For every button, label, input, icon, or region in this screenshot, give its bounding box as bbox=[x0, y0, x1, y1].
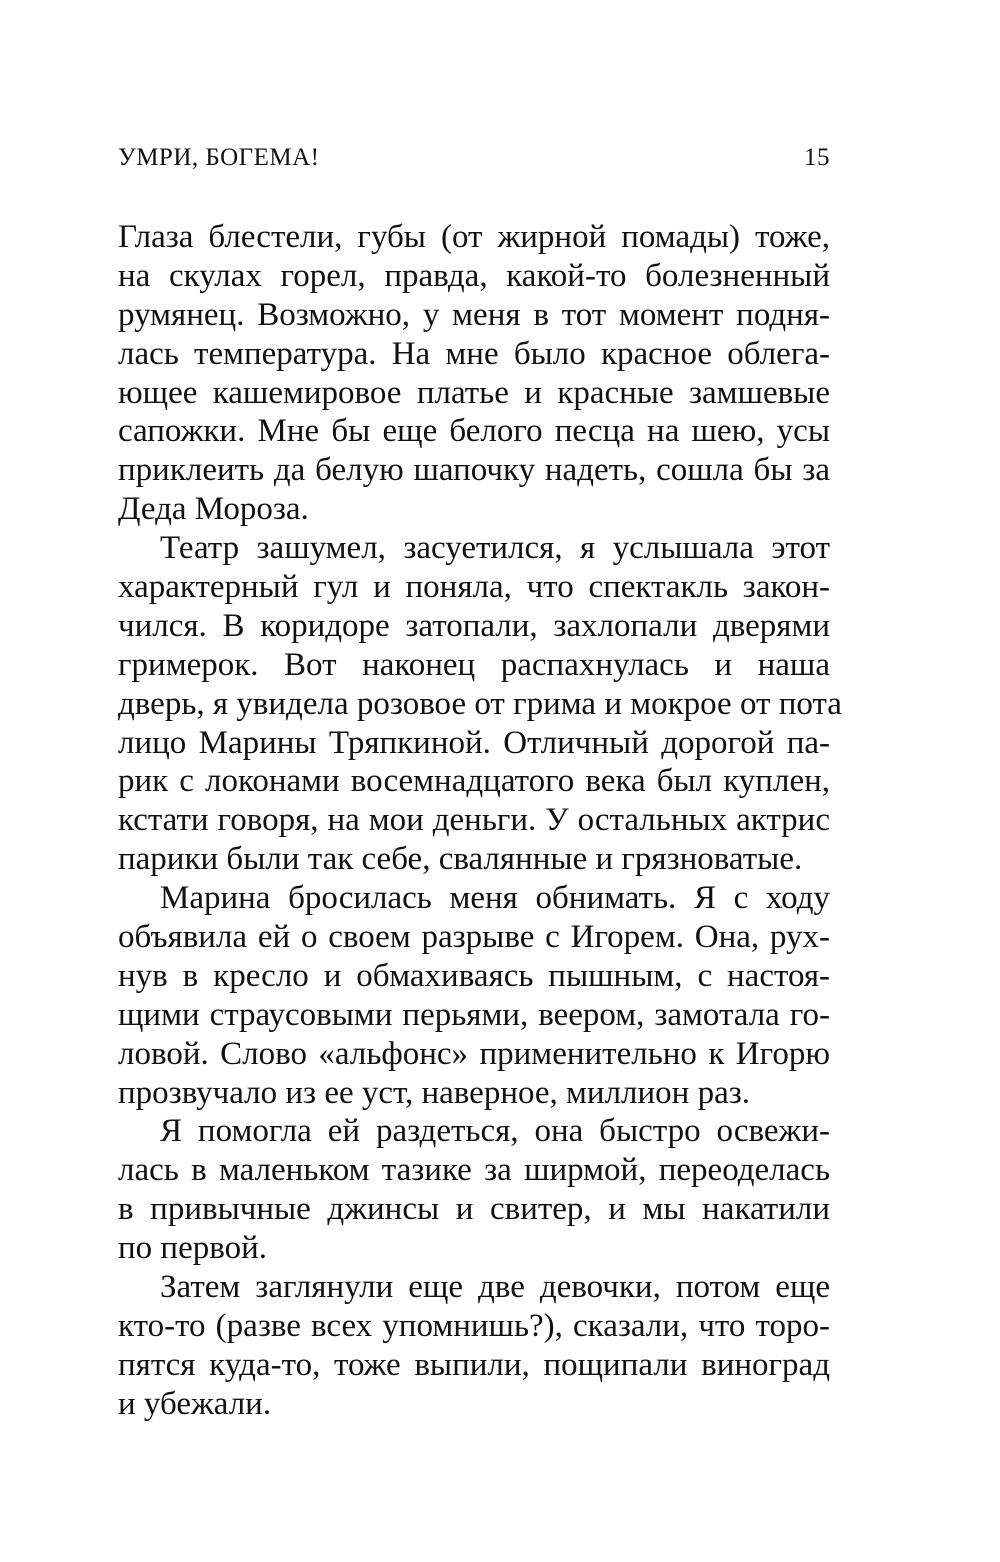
text-line: в привычные джинсы и свитер, и мы накатили bbox=[118, 1191, 830, 1228]
text-line: Я помогла ей раздеться, она быстро освежи- bbox=[160, 1113, 830, 1150]
text-line: гримерок. Вот наконец распахнулась и наша bbox=[118, 646, 830, 683]
text-line: сапожки. Мне бы еще белого песца на шею, усы bbox=[118, 413, 830, 450]
text-line: румянец. Возможно, у меня в тот момент подня- bbox=[118, 296, 830, 333]
running-head bbox=[118, 144, 830, 184]
paragraph bbox=[118, 1112, 830, 1268]
text-line: нув в кресло и обмахиваясь пышным, с настоя- bbox=[118, 957, 830, 994]
text-line: и убежали. bbox=[118, 1385, 272, 1422]
page-number: 15 bbox=[804, 144, 830, 171]
text-line: кстати говоря, на мои деньги. У остальных актрис bbox=[118, 802, 830, 839]
text-line: на скулах горел, правда, какой-то болезненный bbox=[118, 257, 830, 294]
paragraph bbox=[118, 529, 842, 879]
text-line: щими страусовыми перьями, веером, замотала го- bbox=[118, 996, 830, 1033]
text-line: дверь, я увидела розовое от грима и мокрое от пота bbox=[118, 685, 842, 722]
text-line: лась в маленьком тазике за ширмой, переоделась bbox=[118, 1152, 830, 1189]
text-line: чился. В коридоре затопали, захлопали дверями bbox=[118, 607, 830, 644]
text-line: Театр зашумел, засуетился, я услышала этот bbox=[160, 530, 830, 567]
paragraph bbox=[118, 1268, 830, 1424]
text-line: по первой. bbox=[118, 1230, 267, 1267]
text-line: Марина бросилась меня обнимать. Я с ходу bbox=[160, 880, 830, 917]
text-line: приклеить да белую шапочку надеть, сошла бы за bbox=[118, 452, 830, 489]
text-line: парики были так себе, свалянные и грязноватые. bbox=[118, 841, 803, 878]
running-title: УМРИ, БОГЕМА! bbox=[118, 144, 320, 171]
text-line: кто-то (разве всех упомнишь?), сказали, что торо- bbox=[118, 1307, 830, 1344]
text-line: характерный гул и поняла, что спектакль закон- bbox=[118, 569, 830, 606]
text-line: Деда Мороза. bbox=[118, 491, 309, 528]
text-line: прозвучало из ее уст, наверное, миллион раз. bbox=[118, 1074, 751, 1111]
text-line: лась температура. На мне было красное облега- bbox=[118, 335, 830, 372]
text-line: лицо Марины Тряпкиной. Отличный дорогой па- bbox=[118, 724, 830, 761]
paragraph bbox=[118, 218, 830, 529]
text-line: ющее кашемировое платье и красные замшевые bbox=[118, 374, 830, 411]
text-line: Затем заглянули еще две девочки, потом еще bbox=[160, 1269, 830, 1306]
text-line: пятся куда-то, тоже выпили, пощипали виноград bbox=[118, 1346, 830, 1383]
body-text bbox=[118, 218, 842, 1424]
text-line: ловой. Слово «альфонс» применительно к Игорю bbox=[118, 1035, 830, 1072]
text-line: объявила ей о своем разрыве с Игорем. Она, рух- bbox=[118, 919, 830, 956]
text-line: рик с локонами восемнадцатого века был куплен, bbox=[118, 763, 830, 800]
paragraph bbox=[118, 879, 830, 1112]
text-line: Глаза блестели, губы (от жирной помады) тоже, bbox=[118, 219, 830, 255]
